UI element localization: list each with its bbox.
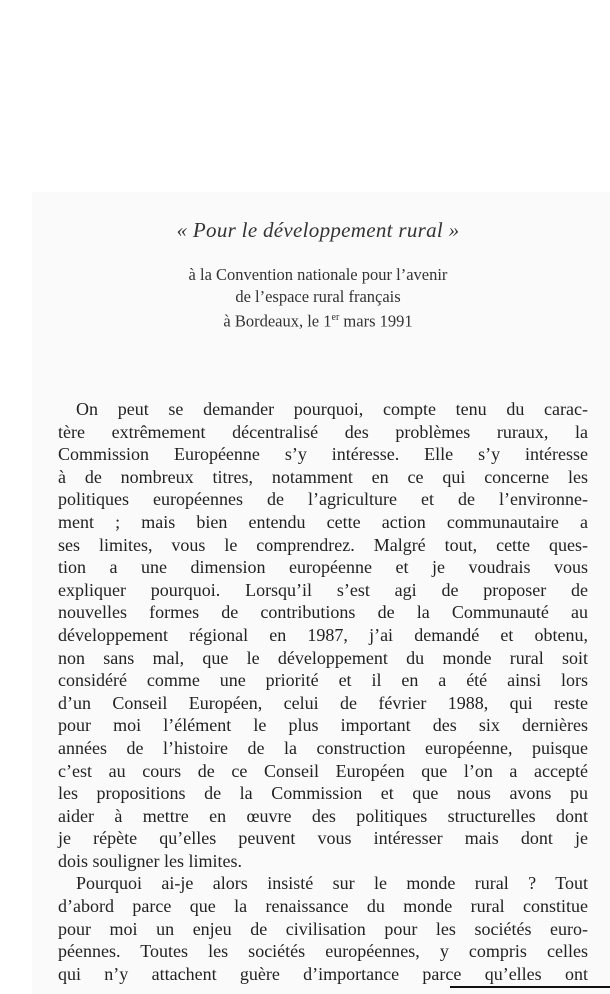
text-line: développement régional en 1987, j’ai demandé et obtenu, [58,624,588,645]
text-line: Pourquoi ai-je alors insisté sur le monde rural ? Tout [76,873,588,894]
place-date-sup: er [331,312,340,323]
text-line: à de nombreux titres, notamment en ce qui concerne les [58,466,588,487]
text-line: d’un Conseil Européen, celui de février 1988, qui reste [58,692,588,713]
paragraph [58,872,588,985]
text-line: qui n’y attachent guère d’importance parce qu’elles ont [58,963,588,984]
text-line: nouvelles formes de contributions de la Communauté au [58,602,588,623]
text-line: d’abord parce que la renaissance du monde rural constitue [58,896,588,917]
document-title: « Pour le développement rural » [176,218,460,242]
text-line: dois souligner les limites. [58,850,242,871]
text-line: c’est au cours de ce Conseil Européen que l’on a accepté [58,760,588,781]
text-line: ses limites, vous le comprendrez. Malgré tout, cette ques- [58,534,588,555]
text-line: On peut se demander pourquoi, compte tenu du carac- [76,399,588,419]
place-date-before: à Bordeaux, le 1 [223,311,332,331]
text-line: tère extrêmement décentralisé des problèmes ruraux, la [58,421,588,442]
text-line: péennes. Toutes les sociétés européennes, y compris celles [58,941,588,962]
scan-edge-line [450,986,610,988]
text-line: pour moi un enjeu de civilisation pour les sociétés euro- [58,918,588,939]
place-date [0,307,610,332]
text-line: Commission Européenne s’y intéresse. Elle s’y intéresse [58,444,588,465]
text-line: expliquer pourquoi. Lorsqu’il s’est agi de proposer de [58,579,588,600]
text-line: aider à mettre en œuvre des politiques structurelles dont [58,805,588,826]
body-text [58,398,588,985]
text-line: les propositions de la Commission et que nous avons pu [58,783,588,804]
paragraph [58,398,588,872]
text-line: ment ; mais bien entendu cette action communautaire a [58,511,588,532]
text-line: je répète qu’elles peuvent vous intéresser mais dont je [58,828,588,849]
subtitle-line-1: à la Convention nationale pour l’avenir [188,265,448,284]
text-line: pour moi l’élément le plus important des six dernières [58,715,588,736]
place-date-after: mars 1991 [339,311,413,331]
text-line: politiques européennes de l’agriculture et de l’environne- [58,489,588,510]
subtitle-line-2: de l’espace rural français [235,286,401,306]
text-line: non sans mal, que le développement du monde rural soit [58,647,588,668]
text-line: années de l’histoire de la construction européenne, puisque [58,737,588,758]
text-line: tion a une dimension européenne et je voudrais vous [58,557,588,578]
text-line: considéré comme une priorité et il en a été ainsi lors [58,670,588,691]
